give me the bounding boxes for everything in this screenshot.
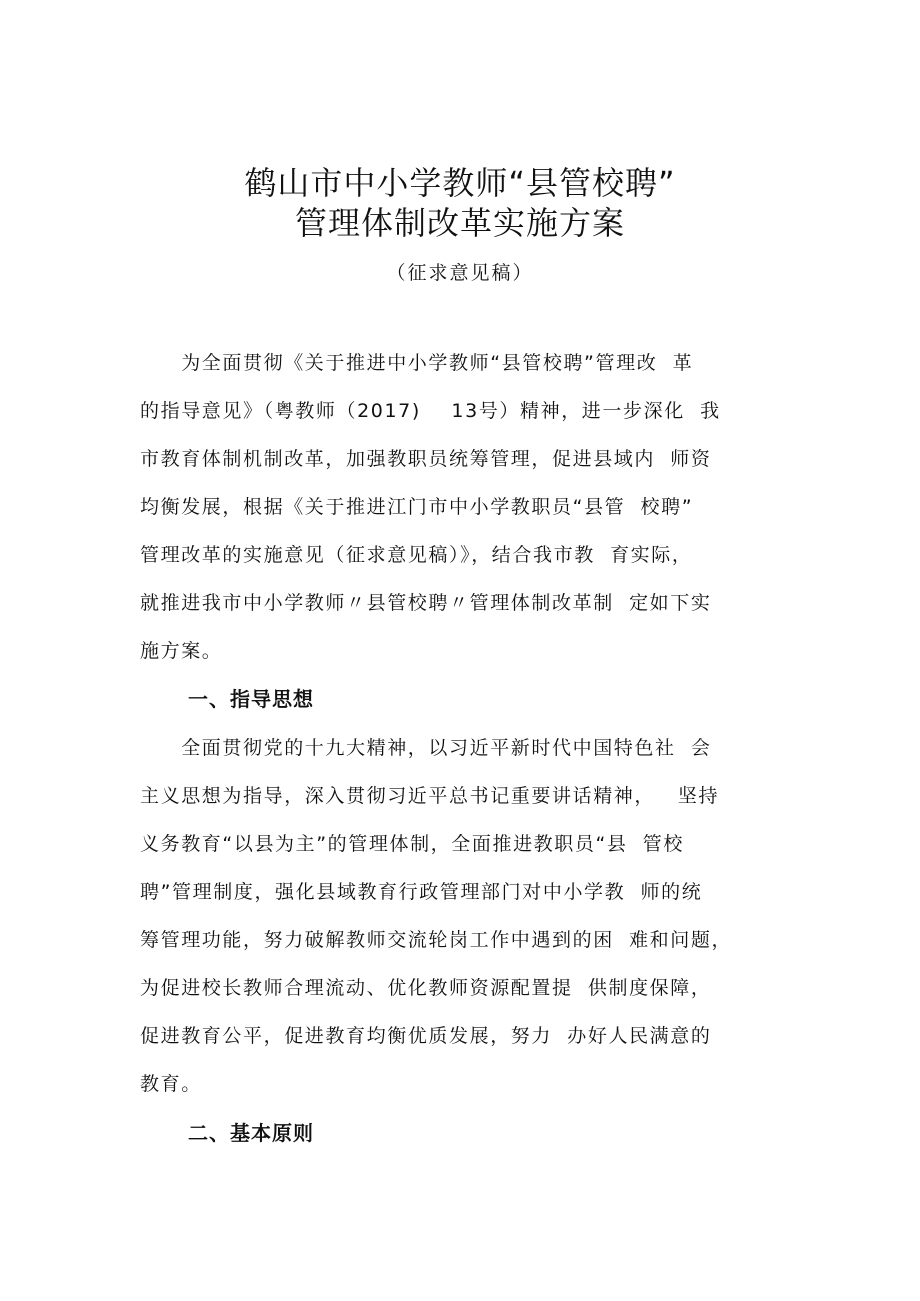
paragraph1-line: 市教育体制机制改革，加强教职员统筹管理，促进县域内 师资 [140,448,712,470]
paragraph1-line: 管理改革的实施意见（征求意见稿）》，结合我市教 育实际， [140,544,693,566]
document-subtitle: （征求意见稿） [386,262,534,284]
paragraph2-line: 促进教育公平，促进教育均衡优质发展，努力 办好人民满意的 [140,1025,712,1047]
paragraph1-line: 就推进我市中小学教师〃县管校聘〃管理体制改革制 定如下实 [140,592,712,614]
document-title-line1: 鹤山市中小学教师“县管校聘” [244,164,676,202]
section-heading-basic-principles: 二、基本原则 [188,1121,314,1145]
paragraph2-line: 聘”管理制度，强化县域教育行政管理部门对中小学教 师的统 [140,881,703,903]
paragraph2-line: 主义思想为指导，深入贯彻习近平总书记重要讲话精神， 坚持 [140,785,720,807]
paragraph2-line: 筹管理功能，努力破解教师交流轮岗工作中遇到的困 难和问题， [140,929,733,951]
paragraph1-line: 施方案。 [140,640,223,662]
paragraph1-line: 均衡发展，根据《关于推进江门市中小学教职员“县管 校聘” [140,496,694,518]
section-heading-guiding-ideology: 一、指导思想 [188,687,314,711]
paragraph1-line: 为全面贯彻《关于推进中小学教师“县管校聘”管理改 革 [140,352,694,374]
document-title-line2: 管理体制改革实施方案 [294,204,625,242]
paragraph1-line: 的指导意见》（粤教师（2017) 13号）精神，进一步深化 我 [140,400,721,422]
paragraph2-line: 教育。 [140,1073,202,1095]
paragraph2-line: 全面贯彻党的十九大精神，以习近平新时代中国特色社 会 [140,737,712,759]
paragraph2-line: 为促进校长教师合理流动、优化教师资源配置提 供制度保障， [140,977,712,999]
paragraph2-line: 义务教育“以县为主”的管理体制，全面推进教职员“县 管校 [140,833,685,855]
